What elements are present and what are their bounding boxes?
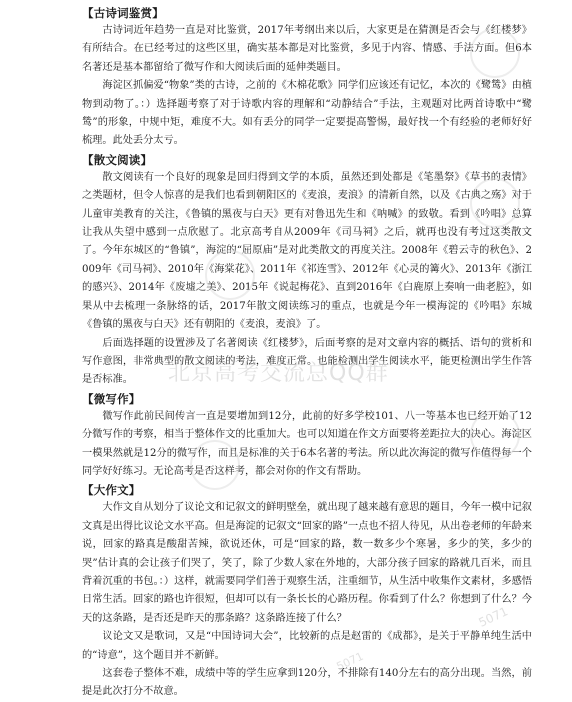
paragraph: 议论文又是歌词，又是“中国诗词大会”，比较新的点是赵雷的《成都》，是关于平静单纯生活中的“诗意”，这个题目并不新鲜。: [82, 631, 532, 661]
section-title: 【散文阅读】: [82, 152, 153, 167]
section-title: 【大作文】: [82, 483, 141, 498]
section-essay: [82, 481, 532, 701]
paragraph: 散文阅读有一个良好的现象是回归得到文学的本质，虽然还到处都是《笔墨祭》《草书的表情》之类题材，但令人惊喜的是我们也看到朝阳区的《麦浪，麦浪》的清新自然，以及《古典之殇》对于儿童审美教育的关注，《鲁镇的黑夜与白天》更有对鲁迅先生和《呐喊》的致敬。看到《吟唱》总算让我从失望中感到一点欣慰了。北京高考自从2009年《司马祠》之后，就再也没有考过这类散文了。今年东城区的“鲁镇”，海淀的“屈原庙”是对此类散文的再度关注。2008年《碧云寺的秋色》、2009年《司马祠》、2010年《海棠花》、2011年《祁连雪》、2012年《心灵的篝火》、2013年《浙江的感兴》、2014年《废墟之美》、2015年《说起梅花》、直到2016年《白鹿原上奏响一曲老腔》，如果从中去梳理一条脉络的话，2017年散文阅读练习的重点，也就是今年一模海淀的《吟唱》东城《鲁镇的黑夜与白天》还有朝阳的《麦浪，麦浪》了。: [82, 171, 532, 331]
section-title: 【古诗词鉴赏】: [82, 6, 164, 20]
paragraph: 后面选择题的设置涉及了名著阅读《红楼梦》，后面考察的是对文章内容的概括、语句的赏析和写作意图，非常典型的散文阅读的考法，难度正常。也能检测出学生阅读水平，能更检测出学生作答是否标准。: [82, 337, 532, 386]
section-title: 【微写作】: [82, 391, 141, 406]
watermark-text: 北京高考交流总QQ群: [168, 361, 389, 386]
section-poetry: [82, 4, 532, 151]
watermark-code: 5071: [476, 604, 511, 630]
paragraph: 海淀区抓偏爱“物象”类的古诗，之前的《木棉花歌》同学们应该还有记忆，本次的《鹭鸶》由植物到动物了。：）选择题考察了对于诗歌内容的理解和“动静结合”手法，主观题对比两首诗歌中“鹭鸶”的形象，中规中矩，难度不大。如有丢分的同学一定要提高警惕，最好找一个有经验的老师好好梳理。此处丢分太亏。: [82, 80, 532, 147]
paragraph: 古诗词近年趋势一直是对比鉴赏，2017年考纲出来以后，大家更是在猜测是否会与《红楼梦》有所结合。在已经考过的这些区里，确实基本都是对比鉴赏，多见于内容、情感、手法方面。但6本名著还是基本都留给了微写作和大阅读后面的延伸类题目。: [82, 25, 532, 73]
section-micro-writing: [82, 390, 532, 482]
section-prose: [82, 151, 532, 390]
paragraph: 微写作此前民间传言一直是要增加到12分，此前的好多学校101、八一等基本也已经开始了12分微写作的考察，相当于整体作文的比重加大。也可以知道在作文方面要将差距拉大的决心。海淀区一模果然就是12分的微写作，而且是标准的关于6本名著的考法。所以此次海淀的微写作值得每一个同学好好练习。无论高考是否这样考，都会对你的作文有帮助。: [82, 410, 532, 477]
paragraph: 这套卷子整体不难，成绩中等的学生应拿到120分，不排除有140分左右的高分出现。当然，前提是此次打分不故意。: [82, 668, 532, 698]
paragraph: 大作文自从划分了议论文和记叙文的鲜明壁垒，就出现了越来越有意思的题目，今年一模中记叙文真是出得比议论文水平高。但是海淀的记叙文“回家的路”一点也不招人待见，从出卷老师的年龄来说，回家的路真是酸甜苦辣，欲说还休，可是“回家的路，数一数多少个寒暑，多少的笑，多少的哭”估计真的会让孩子们哭了，笑了，除了少数人家在外地的，大部分孩子回家的路就几百米，而且背着沉重的书包。：）这样，就需要同学们善于观察生活，注重细节，从生活中收集作文素材，多感悟日常生活。回家的路也许很短，但却可以有一条长长的心路历程。你看到了什么？你想到了什么？今天的这条路，是否还是昨天的那条路？这条路连接了什么？: [82, 502, 532, 624]
watermark-code: 5071: [334, 649, 366, 674]
